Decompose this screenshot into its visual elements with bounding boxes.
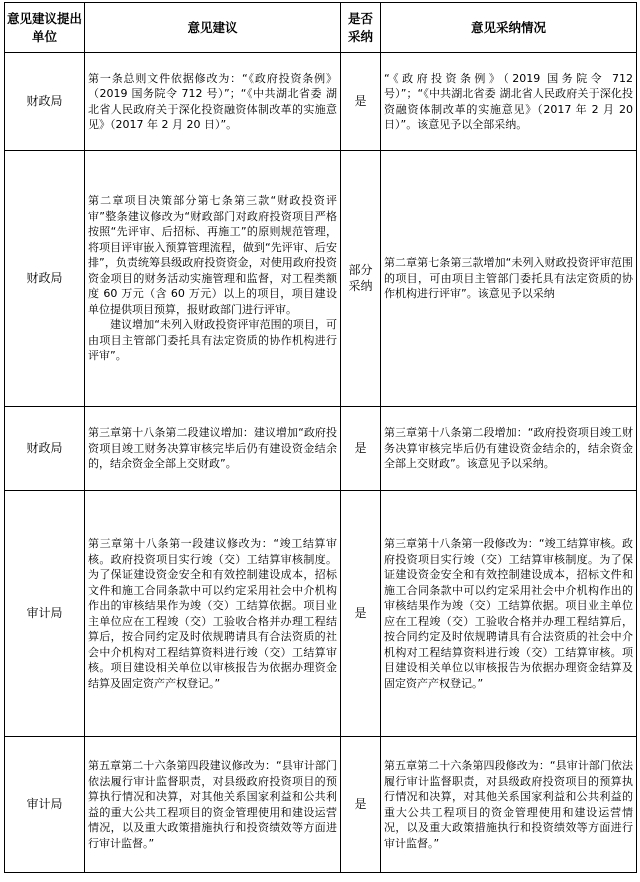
suggestion-paragraph: 第三章第十八条第二段建议增加：建议增加“政府投资项目竣工财务决算审核完毕后仍有建设资金结余的，结余资金全部上交财政”。 [88,426,337,471]
header-suggestion: 意见建议 [85,3,341,53]
suggestion-paragraph: 第二章项目决策部分第七条第三款“财政投资评审”整条建议修改为“财政部门对政府投资项目严格按照“先评审、后招标、再施工”的原则规范管理，将项目评审嵌入预算管理流程，做到“先评审、后安排”，负责统筹县级政府投资资金，对使用政府投资资金项目的财务活动实施管理和监督，对工程类额度 60 万元（含 60 万元）以上的项目，项目建设单位提供项目预算，报财政部门进行评审。 [88,194,337,316]
suggestion-paragraph: 第五章第二十六条第四段建议修改为：“县审计部门依法履行审计监督职责，对县级政府投资项目的预算执行情况和决算，对其他关系国家利益和公共利益的重大公共工程项目的资金管理使用和建设运营情况，以及重大政策措施执行和投资绩效等方面进行审计监督。” [88,759,337,850]
row-status: 第五章第二十六条第四段修改为：“县审计部门依法履行审计监督职责，对县级政府投资项目的预算执行情况和决算，对其他关系国家利益和公共利益的重大公共工程项目的资金管理使用和建设运营情况，以及重大政策措施执行和投资绩效等方面进行审计监督。” [381,737,637,873]
row-unit: 财政局 [5,407,85,491]
row-suggestion [85,407,341,491]
table-row [5,737,637,873]
header-adopted: 是否采纳 [341,3,381,53]
row-adopted: 是 [341,407,381,491]
row-status: 第二章第七条第三款增加“未列入财政投资评审范围的项目，可由项目主管部门委托具有法定资质的协作机构进行评审”。该意见予以采纳 [381,151,637,407]
row-suggestion [85,53,341,151]
table-row [5,491,637,737]
table-row [5,53,637,151]
row-unit: 审计局 [5,491,85,737]
suggestion-paragraph: 第三章第十八条第一段建议修改为：“竣工结算审核。政府投资项目实行竣（交）工结算审核制度。为了保证建设资金安全和有效控制建设成本，招标文件和施工合同条款中可以约定采用社会中介机构作出的审核结果作为竣（交）工结算依据。项目业主单位应在工程竣（交）工验收合格并办理工程结算后，按合同约定及时依规聘请具有合法资质的社会中介机构对工程结算资料进行竣（交）工结算审核。项目建设相关单位以审核报告为依据办理资金结算及固定资产产权登记。” [88,537,337,690]
row-adopted: 是 [341,53,381,151]
header-unit: 意见建议提出单位 [5,3,85,53]
row-unit: 审计局 [5,737,85,873]
suggestion-paragraph: 建议增加“未列入财政投资评审范围的项目，可由项目主管部门委托具有法定资质的协作机构进行评审”。 [88,318,337,363]
row-adopted: 部分采纳 [341,151,381,407]
row-suggestion [85,737,341,873]
row-suggestion [85,151,341,407]
table-row [5,151,637,407]
row-status: 第三章第十八条第二段增加：“政府投资项目竣工财务决算审核完毕后仍有建设资金结余的，结余资金全部上交财政”。该意见予以采纳。 [381,407,637,491]
row-status: 第三章第十八条第一段修改为：“竣工结算审核。政府投资项目实行竣（交）工结算审核制度。为了保证建设资金安全和有效控制建设成本，招标文件和施工合同条款中可以约定采用社会中介机构作出的审核结果作为竣（交）工结算依据。项目业主单位应在工程竣（交）工验收合格并办理工程结算后，按合同约定及时依规聘请具有合法资质的社会中介机构对工程结算资料进行竣（交）工结算审核。项目建设相关单位以审核报告为依据办理资金结算及固定资产产权登记。” [381,491,637,737]
row-suggestion [85,491,341,737]
header-status: 意见采纳情况 [381,3,637,53]
row-status: “《政府投资条例》（2019 国务院令 712 号）”；“《中共湖北省委 湖北省人民政府关于深化投资融资体制改革的实施意见》（2017 年 2 月 20 日）”。该意见予以全部采纳。 [381,53,637,151]
row-adopted: 是 [341,737,381,873]
row-unit: 财政局 [5,151,85,407]
header-row [5,3,637,53]
suggestion-table [4,2,637,873]
row-adopted: 是 [341,491,381,737]
suggestion-paragraph: 第一条总则文件依据修改为：“《政府投资条例》（2019 国务院令 712 号）”；“《中共湖北省委 湖北省人民政府关于深化投资融资体制改革的实施意见》（2017 年 2 月 20 日）”。 [88,71,337,131]
table-row [5,407,637,491]
row-unit: 财政局 [5,53,85,151]
